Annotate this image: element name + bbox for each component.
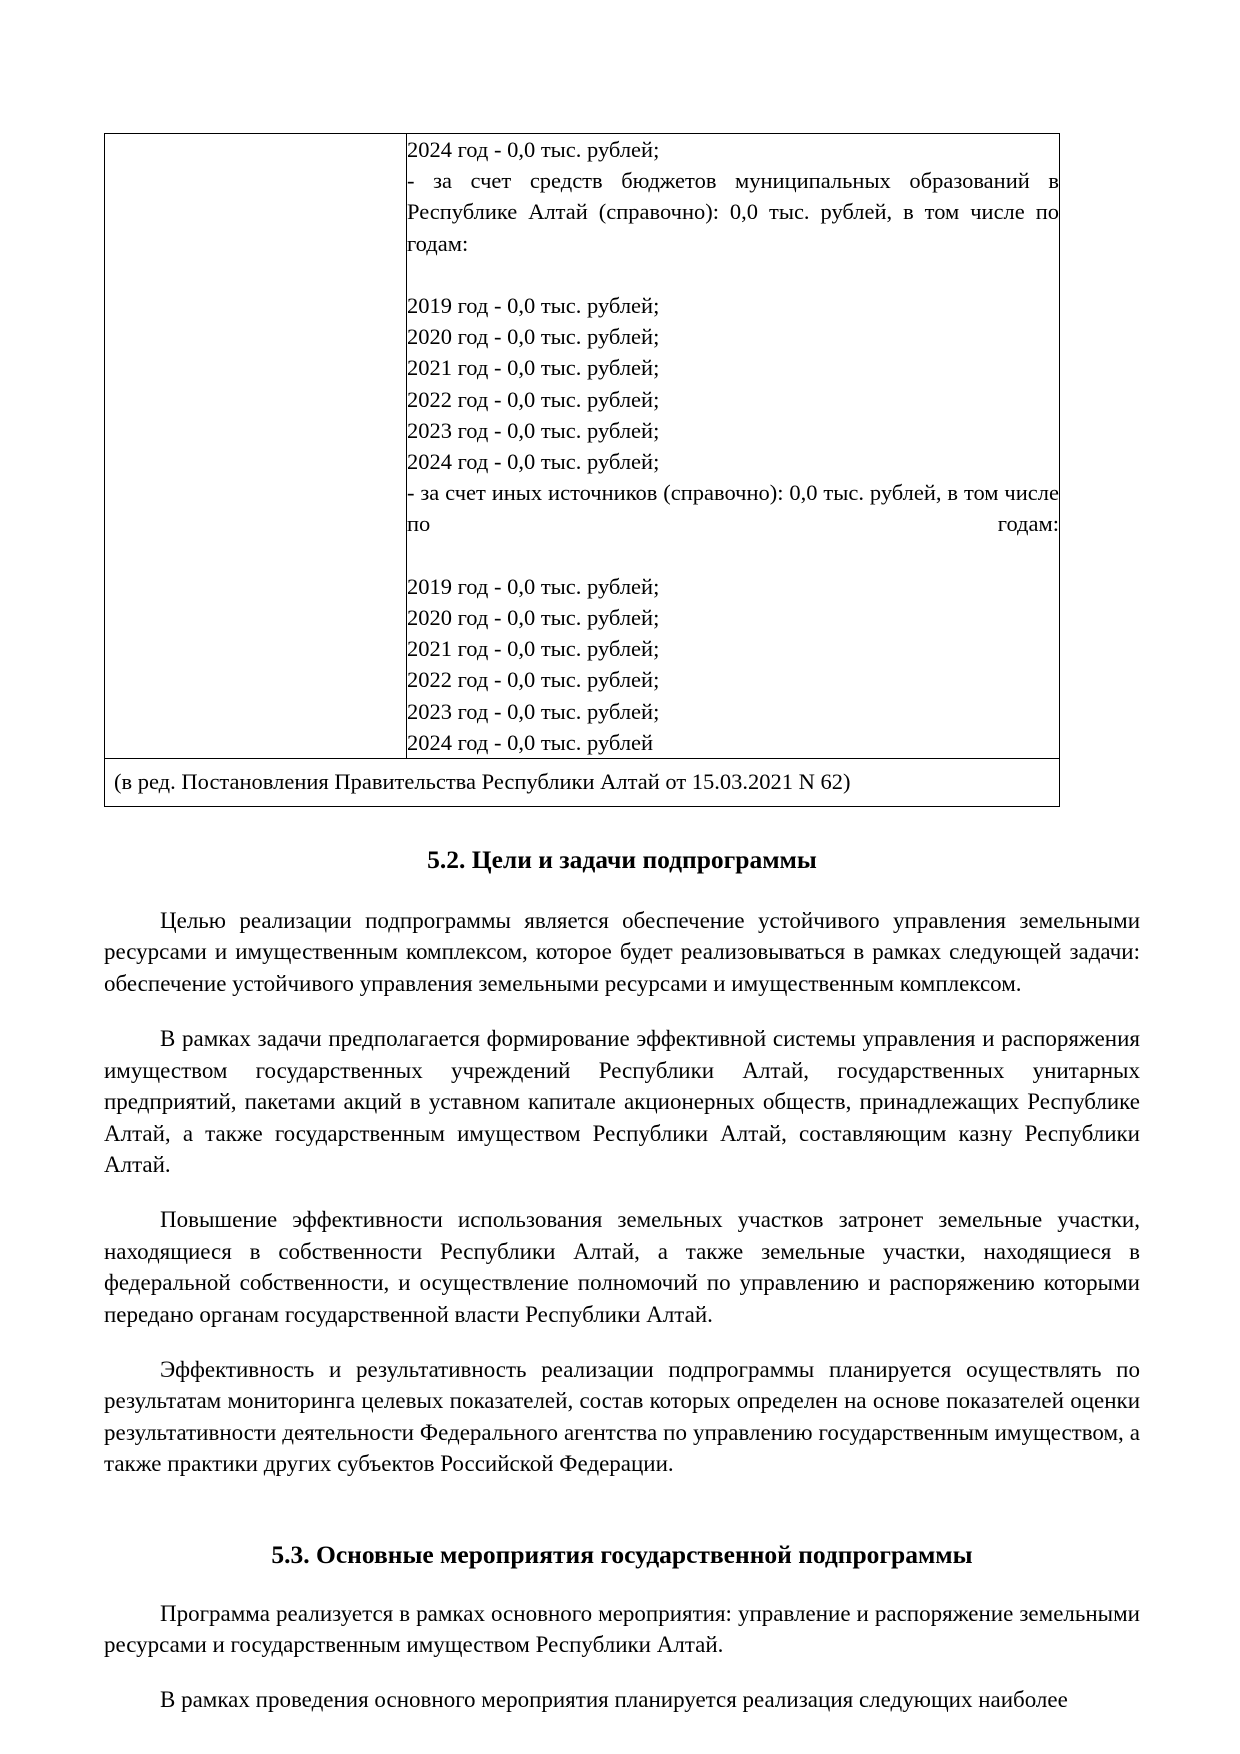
amendment-cell	[105, 759, 1060, 807]
table-row-amendment	[105, 759, 1060, 807]
value-line: 2021 год - 0,0 тыс. рублей;	[407, 636, 660, 662]
value-line: 2021 год - 0,0 тыс. рублей;	[407, 355, 660, 381]
value-line: 2019 год - 0,0 тыс. рублей;	[407, 573, 660, 599]
paragraph: Программа реализуется в рамках основного мероприятия: управление и распоряжение земельными ресурсами и государственным имуществом Республики Алтай.	[104, 1600, 1140, 1657]
paragraph: Повышение эффективности использования земельных участков затронет земельные участки, находящиеся в собственности Республики Алтай, а также земельные участки, находящиеся в федеральной собственности, и осуществление полномочий по управлению и распоряжению которыми передано органам государственной власти Республики Алтай.	[104, 1207, 1140, 1327]
value-line: 2022 год - 0,0 тыс. рублей;	[407, 386, 660, 412]
table-cell-label	[105, 134, 407, 759]
section-heading-5-2: 5.2. Цели и задачи подпрограммы	[427, 845, 817, 875]
value-line: 2024 год - 0,0 тыс. рублей	[407, 729, 654, 755]
budget-table	[104, 133, 1065, 807]
paragraph: В рамках проведения основного мероприятия планируется реализация следующих наиболее	[160, 1687, 1068, 1713]
value-line: 2020 год - 0,0 тыс. рублей;	[407, 324, 660, 350]
value-line: 2019 год - 0,0 тыс. рублей;	[407, 293, 660, 319]
value-line: 2020 год - 0,0 тыс. рублей;	[407, 605, 660, 631]
value-line: - за счет средств бюджетов муниципальных образований в Республике Алтай (справочно): 0,0 тыс. рублей, в том числе по годам:	[407, 168, 1065, 256]
section-heading-5-3: 5.3. Основные мероприятия государственной подпрограммы	[271, 1539, 973, 1569]
value-line: 2024 год - 0,0 тыс. рублей;	[407, 449, 660, 475]
value-line: 2023 год - 0,0 тыс. рублей;	[407, 417, 660, 443]
value-line: 2024 год - 0,0 тыс. рублей;	[407, 137, 660, 162]
table-cell-values	[407, 134, 1065, 759]
paragraph: Эффективность и результативность реализации подпрограммы планируется осуществлять по результатам мониторинга целевых показателей, состав которых определен на основе показателей оценки результативности деятельности Федерального агентства по управлению государственным имуществом, а также практики других субъектов Российской Федерации.	[104, 1356, 1140, 1477]
value-line: 2022 год - 0,0 тыс. рублей;	[407, 667, 660, 693]
table-row	[105, 134, 1060, 759]
page-content	[104, 133, 1140, 1716]
paragraph: В рамках задачи предполагается формирование эффективной системы управления и распоряжения имуществом государственных учреждений Республики Алтай, государственных унитарных предприятий, пакетами акций в уставном капитале акционерных обществ, принадлежащих Республике Алтай, а также государственным имуществом Республики Алтай, составляющим казну Республики Алтай.	[104, 1026, 1140, 1177]
amendment-note: (в ред. Постановления Правительства Республики Алтай от 15.03.2021 N 62)	[114, 769, 851, 795]
value-line: 2023 год - 0,0 тыс. рублей;	[407, 698, 660, 724]
paragraph: Целью реализации подпрограммы является обеспечение устойчивого управления земельными ресурсами и имущественным комплексом, которое будет реализовываться в рамках следующей задачи: обеспечение устойчивого управления земельными ресурсами и имущественным комплексом.	[104, 908, 1140, 996]
value-line: - за счет иных источников (справочно): 0,0 тыс. рублей, в том числе по годам:	[407, 480, 1065, 537]
